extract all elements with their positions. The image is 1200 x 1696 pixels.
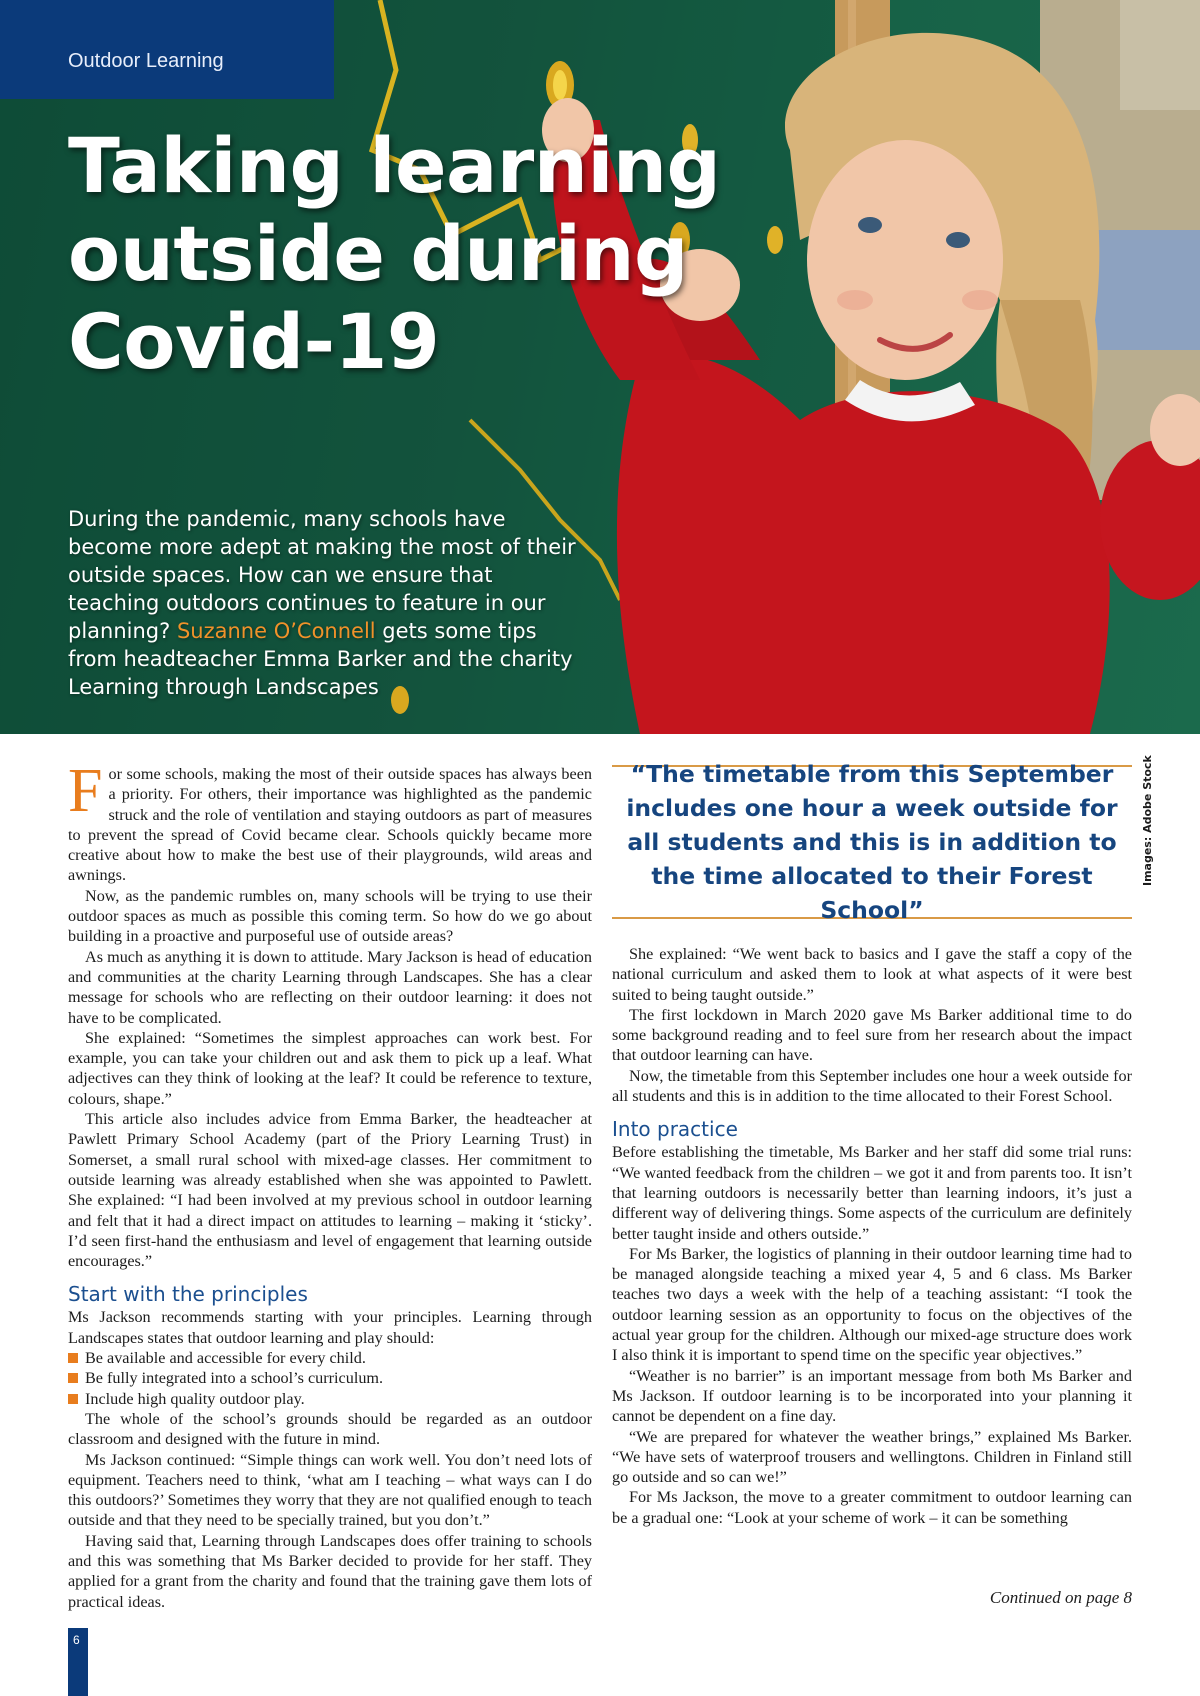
- page-number-tab: [68, 1628, 88, 1696]
- paragraph: Now, as the pandemic rumbles on, many schools will be trying to use their outdoor spaces as much as possible this coming term. So how do we go about building in a proactive and purposeful use of outside areas?: [68, 886, 592, 946]
- headline: Taking learning outside during Covid-19: [68, 121, 721, 386]
- continued-note: Continued on page 8: [989, 1588, 1132, 1607]
- author-name: Suzanne O’Connell: [176, 619, 376, 643]
- paragraph: She explained: “Sometimes the simplest approaches can work best. For example, you can take your children out and ask them to pick up a leaf. What adjectives can they think of looking at the leaf? It could be reference to texture, colours, shape.”: [68, 1028, 592, 1108]
- article-left-column: [68, 757, 592, 1612]
- subheading-into-practice: Into practice: [612, 1117, 738, 1142]
- bullet-square-icon: [68, 1353, 78, 1363]
- list-item-text: Be available and accessible for every child.: [85, 1349, 366, 1368]
- standfirst: [68, 505, 588, 701]
- paragraph: This article also includes advice from Emma Barker, the headteacher at Pawlett Primary School Academy (part of the Priory Learning Trust) in Somerset, a small rural school with mixed-age classes. Her commitment to outside learning was already established when she was appointed to Pawlett. She explained: “I had been involved at my previous school in outdoor learning and felt that it had a direct impact on attitudes to learning – making it ‘sticky’. I’d seen first-hand the enthusiasm and level of engagement that learning outside encourages.”: [68, 1110, 592, 1271]
- pull-quote-text: “The timetable from this September includes one hour a week outside for all students and this is in addition to the time allocated to their Forest School”: [626, 760, 1118, 924]
- paragraph: [68, 757, 592, 886]
- paragraph: Having said that, Learning through Landscapes does offer training to schools and this was something that Ms Barker decided to provide for her staff. They applied for a grant from the charity and found that the training gave them lots of practical ideas.: [68, 1531, 592, 1611]
- section-tag: [0, 0, 334, 99]
- paragraph: Now, the timetable from this September includes one hour a week outside for all students and this is in addition to the time allocated to their Forest School.: [612, 1066, 1132, 1106]
- pull-quote: [612, 760, 1132, 924]
- drop-cap: F: [68, 757, 103, 825]
- principles-list: [68, 1348, 592, 1409]
- page-number: 6: [73, 1633, 80, 1647]
- standfirst-text-end: gets some tips from headteacher Emma Barker and the charity Learning through Landscapes: [68, 619, 573, 699]
- paragraph: As much as anything it is down to attitude. Mary Jackson is head of education and communities at the charity Learning through Landscapes. She has a clear message for schools who are reflecting on their outdoor learning: it does not have to be complicated.: [68, 947, 592, 1027]
- paragraph-text: or some schools, making the most of their outside spaces has always been a priority. For others, their importance was highlighted as the pandemic struck and the role of ventilation and staying outdoors as part of measures to prevent the spread of Covid became clear. Schools quickly became more creative about how to make the best use of their playgrounds, wild areas and awnings.: [68, 765, 592, 885]
- paragraph: For Ms Jackson, the move to a greater commitment to outdoor learning can be a gradual one: “Look at your scheme of work – it can be something: [612, 1488, 1132, 1527]
- image-credit: Images: Adobe Stock: [1141, 755, 1154, 886]
- paragraph: The first lockdown in March 2020 gave Ms Barker additional time to do some background reading and to feel sure from her research about the impact that outdoor learning can have.: [612, 1005, 1132, 1065]
- paragraph: Ms Jackson continued: “Simple things can work well. You don’t need lots of equipment. Teachers need to think, ‘what am I teaching – what ways can I do this outdoors?’ Sometimes they worry that they are not qualified enough to teach outside and that they need to be specially trained, but you don’t.”: [68, 1450, 592, 1530]
- paragraph: Before establishing the timetable, Ms Barker and her staff did some trial runs: “We wanted feedback from the children – we got it and from parents too. It isn’t that learning outdoors is necessarily better than learning indoors, it’s just a different way of delivering things. Some aspects of the curriculum are definitely better taught inside and others outside.”: [612, 1143, 1132, 1243]
- subheading-principles: Start with the principles: [68, 1282, 308, 1307]
- paragraph: “We are prepared for whatever the weather brings,” explained Ms Barker. “We have sets of waterproof trousers and wellingtons. Children in Finland still go outside and so can we!”: [612, 1427, 1132, 1487]
- section-label: Outdoor Learning: [68, 50, 224, 72]
- paragraph: She explained: “We went back to basics and I gave the staff a copy of the national curriculum and asked them to look at what aspects of it were best suited to being taught outside.”: [612, 945, 1132, 1004]
- list-item-text: Include high quality outdoor play.: [85, 1389, 305, 1408]
- paragraph: “Weather is no barrier” is an important message from both Ms Barker and Ms Jackson. If outdoor learning is to be incorporated into your planning it cannot be dependent on a fine day.: [612, 1366, 1132, 1426]
- list-item-text: Be fully integrated into a school’s curriculum.: [85, 1369, 384, 1388]
- list-item: [68, 1348, 592, 1368]
- hero-banner: [0, 0, 1200, 734]
- list-item: [68, 1368, 592, 1388]
- bullet-square-icon: [68, 1373, 78, 1383]
- paragraph: For Ms Barker, the logistics of planning in their outdoor learning time had to be managed alongside teaching a mixed year 4, 5 and 6 class. Ms Barker teaches two days a week with the help of a teaching assistant: “I took the outdoor learning session as an opportunity to focus on the objectives of the actual year group for the children. Although our mixed-age structure does work I also think it is important to spend time on the specific year objectives.”: [612, 1244, 1132, 1365]
- standfirst-text: During the pandemic, many schools have become more adept at making the most of their outside spaces. How can we ensure that teaching outdoors continues to feature in our planning?: [68, 507, 576, 643]
- paragraph: Ms Jackson recommends starting with your principles. Learning through Landscapes states that outdoor learning and play should:: [68, 1308, 592, 1347]
- article-right-column: [612, 944, 1132, 1528]
- list-item: [68, 1389, 592, 1409]
- paragraph: The whole of the school’s grounds should be regarded as an outdoor classroom and designed with the future in mind.: [68, 1409, 592, 1449]
- bullet-square-icon: [68, 1394, 78, 1404]
